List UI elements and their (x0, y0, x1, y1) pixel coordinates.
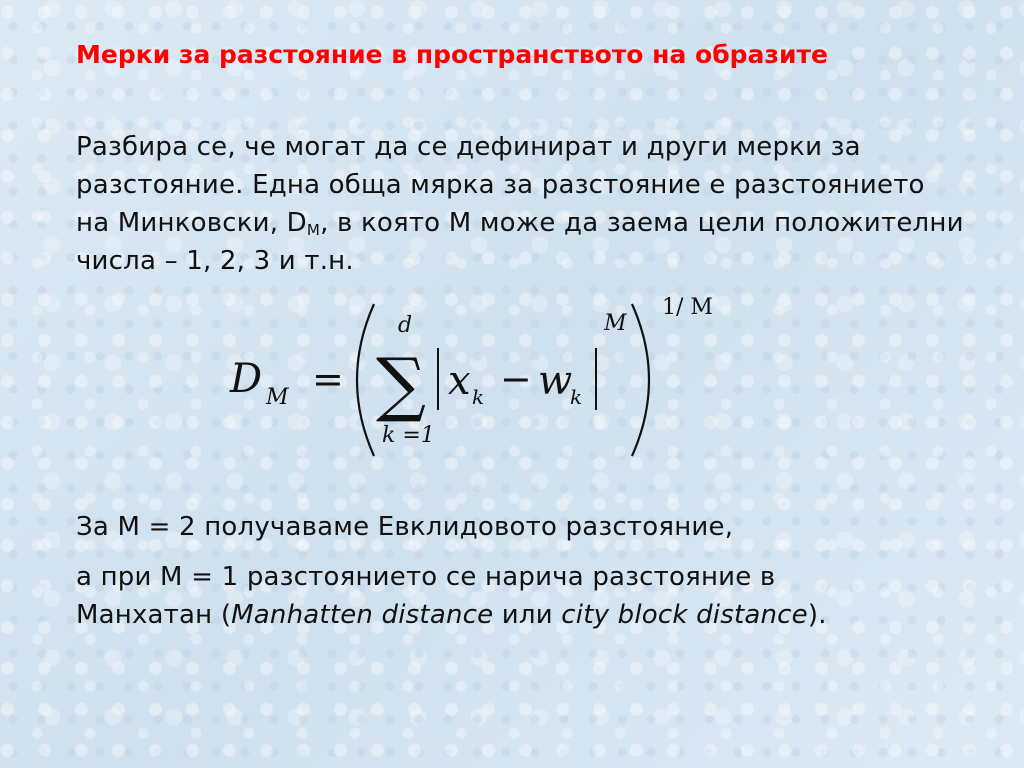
manhattan-distance-term: Manhatten distance (231, 600, 494, 630)
left-paren (357, 304, 374, 456)
sum-lower-limit: k =1 (382, 423, 435, 448)
city-block-distance-term: city block distance (561, 600, 808, 630)
right-paren (632, 304, 649, 456)
slide-title: Мерки за разстояние в пространството на образите (76, 40, 828, 69)
formula-minus: − (500, 357, 532, 401)
formula-lhs-sub: M (266, 385, 289, 410)
conclusion-line-1: За М = 2 получаваме Евклидовото разстояние, (76, 512, 734, 542)
outer-power: 1/ M (662, 296, 713, 320)
sum-upper-limit: d (398, 313, 413, 338)
conclusion-line-3-mid: или (493, 600, 562, 630)
intro-subscript: M (306, 221, 321, 239)
conclusion-gap (76, 546, 976, 558)
intro-text-2: , в която М може да заема цели положителни числа – 1, 2, 3 и т.н. (76, 208, 964, 276)
minkowski-formula (228, 296, 748, 466)
formula-x-sub: k (472, 385, 485, 409)
conclusion-line-3-start: Манхатан ( (76, 600, 232, 630)
formula-w-sub: k (570, 385, 583, 409)
conclusion-paragraph (76, 508, 976, 634)
formula-x: x (448, 358, 471, 404)
formula-svg (228, 296, 748, 466)
formula-lhs-var: D (230, 356, 263, 402)
abs-power: M (604, 311, 627, 336)
sum-symbol: ∑ (376, 343, 426, 425)
formula-equals: = (312, 357, 344, 401)
formula-w: w (538, 358, 573, 404)
conclusion-line-3-end: ). (807, 600, 827, 630)
conclusion-line-2: а при М = 1 разстоянието се нарича разстояние в (76, 562, 776, 592)
conclusion-line-3 (76, 596, 976, 634)
intro-paragraph (76, 128, 966, 280)
intro-text-1: Разбира се, че могат да се дефинират и други мерки за разстояние. Една обща мярка за разстояние е разстоянието на Минковски, D (76, 132, 925, 238)
